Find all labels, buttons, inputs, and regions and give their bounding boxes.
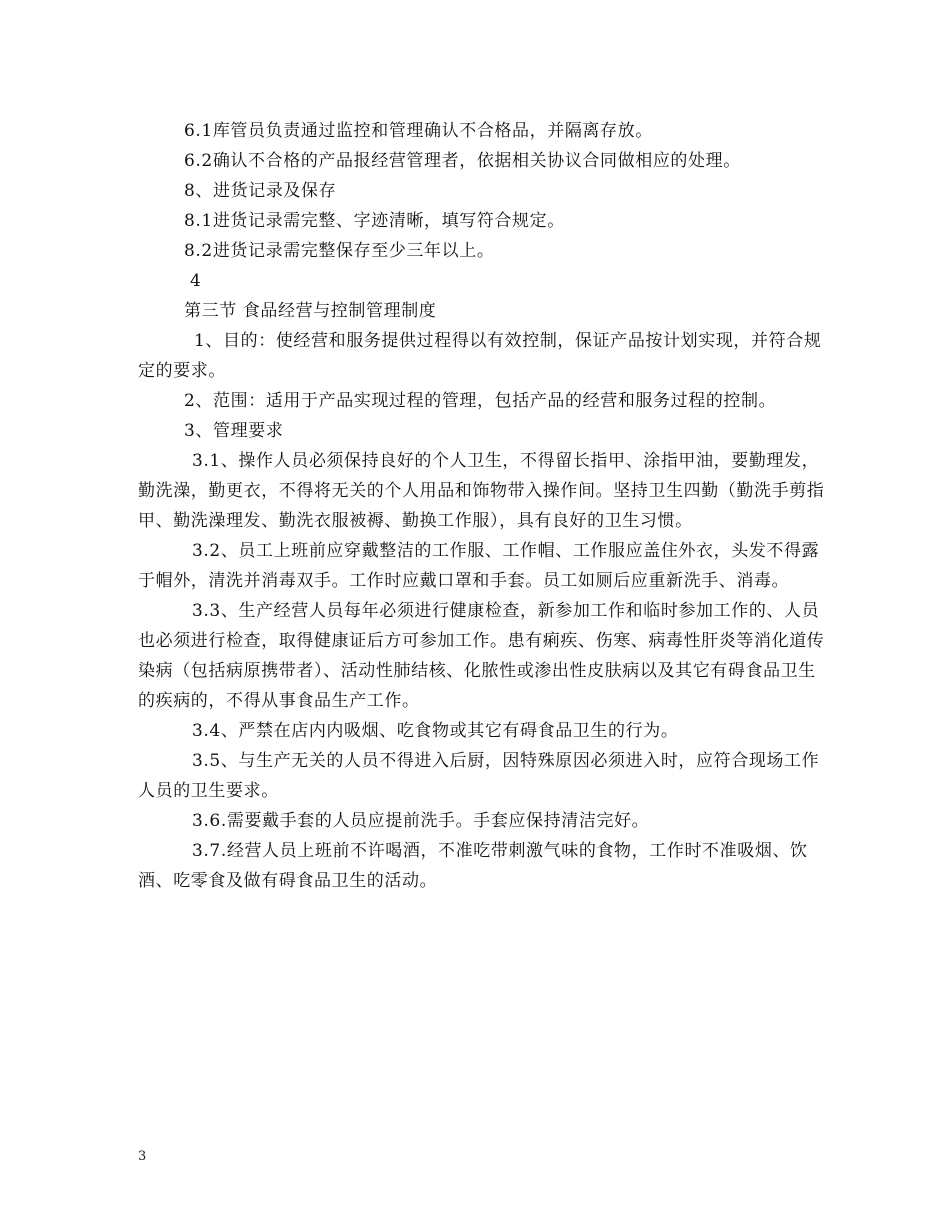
paragraph-3-6: 3.6.需要戴手套的人员应提前洗手。手套应保持清洁完好。 [192, 811, 650, 831]
paragraph-8-2: 8.2进货记录需完整保存至少三年以上。 [184, 241, 495, 261]
heading-management-requirements: 3、管理要求 [184, 421, 284, 441]
paragraph-6-2: 6.2确认不合格的产品报经营管理者，依据相关协议合同做相应的处理。 [184, 151, 741, 171]
paragraph-3-1: 3.1、操作人员必须保持良好的个人卫生，不得留长指甲、涂指甲油，要勤理发，勤洗澡，勤更衣，不得将无关的个人用品和饰物带入操作间。坚持卫生四勤（勤洗手剪指甲、勤洗澡理发、勤洗衣服被褥、勤换工作服），具有良好的卫生习惯。 [138, 451, 825, 531]
paragraph-3-7: 3.7.经营人员上班前不许喝酒，不准吃带刺激气味的食物，工作时不准吸烟、饮酒、吃零食及做有碍食品卫生的活动。 [138, 841, 808, 891]
stray-number: 4 [190, 271, 202, 291]
paragraph-3-4: 3.4、严禁在店内内吸烟、吃食物或其它有碍食品卫生的行为。 [192, 721, 679, 741]
page-number: 3 [138, 1149, 147, 1164]
document-body [138, 116, 828, 896]
heading-section-8: 8、进货记录及保存 [184, 181, 337, 201]
paragraph-3-5: 3.5、与生产无关的人员不得进入后厨，因特殊原因必须进入时，应符合现场工作人员的卫生要求。 [138, 751, 820, 801]
paragraph-purpose: 1、目的：使经营和服务提供过程得以有效控制，保证产品按计划实现，并符合规定的要求。 [138, 331, 822, 381]
paragraph-scope: 2、范围：适用于产品实现过程的管理，包括产品的经营和服务过程的控制。 [184, 391, 777, 411]
paragraph-8-1: 8.1进货记录需完整、字迹清晰，填写符合规定。 [184, 211, 565, 231]
section-heading: 第三节 食品经营与控制管理制度 [184, 301, 437, 321]
paragraph-3-3: 3.3、生产经营人员每年必须进行健康检查，新参加工作和临时参加工作的、人员也必须进行检查，取得健康证后方可参加工作。患有痢疾、伤寒、病毒性肝炎等消化道传染病（包括病原携带者）、活动性肺结核、化脓性或渗出性皮肤病以及其它有碍食品卫生的疾病的，不得从事食品生产工作。 [138, 601, 825, 711]
paragraph-6-1: 6.1库管员负责通过监控和管理确认不合格品，并隔离存放。 [184, 121, 653, 141]
paragraph-3-2: 3.2、员工上班前应穿戴整洁的工作服、工作帽、工作服应盖住外衣，头发不得露于帽外，清洗并消毒双手。工作时应戴口罩和手套。员工如厕后应重新洗手、消毒。 [138, 541, 820, 591]
